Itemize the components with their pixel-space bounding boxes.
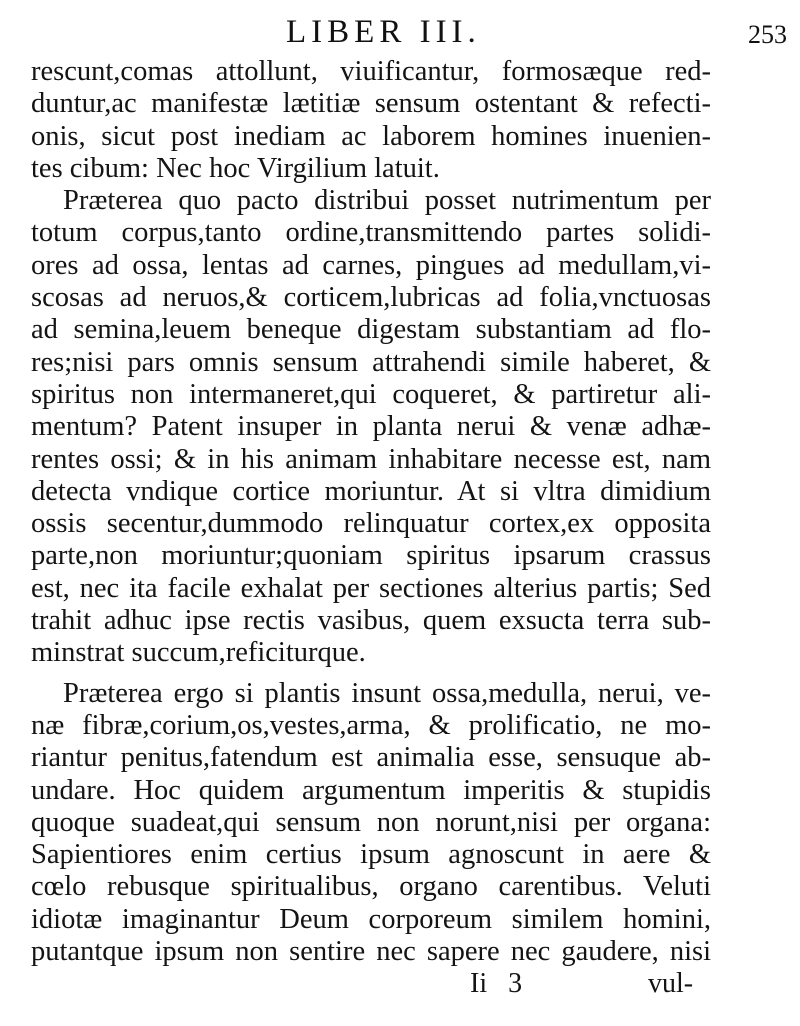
- body-text: [31, 56, 711, 968]
- text-line: totum corpus,tanto ordine,transmittendo partes solidi-: [31, 217, 711, 249]
- text-line: est, nec ita facile exhalat per sectiones alterius partis; Sed: [31, 572, 711, 604]
- text-line: Præterea quo pacto distribui posset nutrimentum per: [63, 185, 711, 217]
- text-line: næ fibræ,corium,os,vestes,arma, & prolificatio, ne mo-: [31, 709, 711, 741]
- text-line: parte,non moriuntur;quoniam spiritus ipsarum crassus: [31, 540, 711, 572]
- text-line: scosas ad neruos,& corticem,lubricas ad folia,vnctuosas: [31, 282, 711, 314]
- text-line: rescunt,comas attollunt, viuificantur, formosæque red-: [31, 56, 711, 87]
- page-header: [0, 14, 800, 54]
- text-line: spiritus non intermaneret,qui coqueret, & partiretur ali-: [31, 378, 711, 410]
- catchword: vul-: [648, 968, 694, 999]
- signature-mark: Ii 3: [470, 968, 523, 999]
- text-line: putantque ipsum non sentire nec sapere nec gaudere, nisi: [31, 936, 711, 968]
- paragraph-gap: [31, 670, 711, 678]
- text-line: trahit adhuc ipse rectis vasibus, quem exsucta terra sub-: [31, 605, 711, 637]
- text-line: ad semina,leuem beneque digestam substantiam ad flo-: [31, 314, 711, 346]
- text-line: mentum? Patent insuper in planta nerui & venæ adhæ-: [31, 411, 711, 443]
- text-line: res;nisi pars omnis sensum attrahendi simile haberet, &: [31, 346, 711, 378]
- page-number: 253: [748, 20, 787, 49]
- text-line: ossis secentur,dummodo relinquatur cortex,ex opposita: [31, 508, 711, 540]
- running-head: LIBER III.: [286, 14, 481, 50]
- text-line: riantur penitus,fatendum est animalia esse, sensuque ab-: [31, 742, 711, 774]
- text-line: quoque suadeat,qui sensum non norunt,nisi per organa:: [31, 806, 711, 838]
- text-line: duntur,ac manifestæ lætitiæ sensum ostentant & refecti-: [31, 88, 711, 120]
- text-line: rentes ossi; & in his animam inhabitare necesse est, nam: [31, 443, 711, 475]
- text-line: onis, sicut post inediam ac laborem homines inuenien-: [31, 120, 711, 152]
- page-footer: [0, 968, 800, 1008]
- text-line: ores ad ossa, lentas ad carnes, pingues ad medullam,vi-: [31, 249, 711, 281]
- text-line: idiotæ imaginantur Deum corporeum similem homini,: [31, 903, 711, 935]
- text-line: Præterea ergo si plantis insunt ossa,medulla, nerui, ve-: [63, 677, 711, 709]
- text-line: Sapientiores enim certius ipsum agnoscunt in aere &: [31, 839, 711, 871]
- text-line: detecta vndique cortice moriuntur. At si vltra dimidium: [31, 475, 711, 507]
- text-line: undare. Hoc quidem argumentum imperitis & stupidis: [31, 774, 711, 806]
- text-line: tes cibum: Nec hoc Virgilium latuit.: [31, 152, 440, 184]
- text-line: minstrat succum,reficiturque.: [31, 637, 366, 669]
- text-line: cœlo rebusque spiritualibus, organo carentibus. Veluti: [31, 871, 711, 903]
